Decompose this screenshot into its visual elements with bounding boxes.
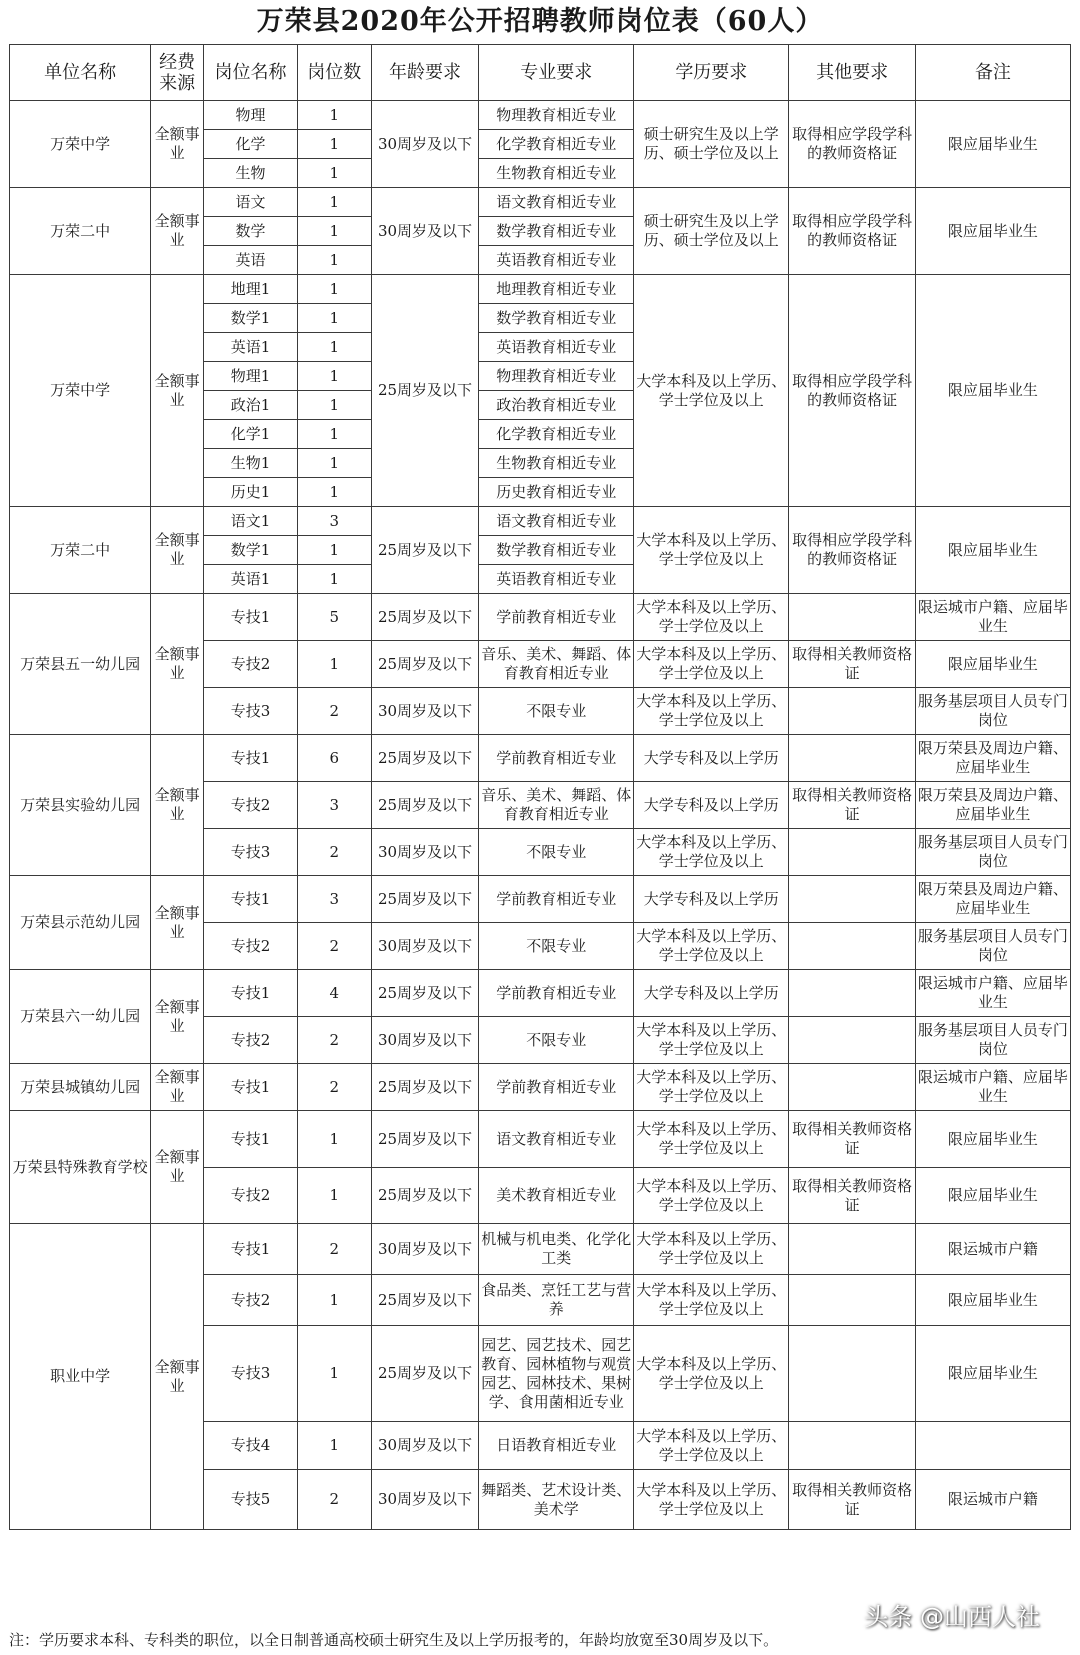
other-requirement-cell: [789, 970, 916, 1017]
age-requirement-cell: 25周岁及以下: [371, 1326, 479, 1422]
fund-source-cell: 全额事业: [151, 594, 204, 735]
table-row: [10, 1111, 1071, 1168]
position-name-cell: 英语1: [204, 565, 298, 594]
table-row: [10, 876, 1071, 923]
age-requirement-cell: 30周岁及以下: [371, 101, 479, 188]
major-requirement-cell: 学前教育相近专业: [479, 1064, 634, 1111]
age-requirement-cell: 30周岁及以下: [371, 688, 479, 735]
remark-cell: 限应届毕业生: [915, 1111, 1070, 1168]
age-requirement-cell: 25周岁及以下: [371, 735, 479, 782]
education-requirement-cell: 大学本科及以上学历、学士学位及以上: [634, 507, 789, 594]
header-row: [10, 45, 1071, 101]
education-requirement-cell: 大学本科及以上学历、学士学位及以上: [634, 641, 789, 688]
age-requirement-cell: 25周岁及以下: [371, 275, 479, 507]
position-count-cell: 1: [297, 188, 371, 217]
other-requirement-cell: 取得相关教师资格证: [789, 1111, 916, 1168]
position-count-cell: 4: [297, 970, 371, 1017]
position-count-cell: 2: [297, 923, 371, 970]
header-cell: 学历要求: [634, 45, 789, 101]
other-requirement-cell: [789, 735, 916, 782]
position-name-cell: 专技4: [204, 1422, 298, 1470]
major-requirement-cell: 不限专业: [479, 1017, 634, 1064]
age-requirement-cell: 30周岁及以下: [371, 1422, 479, 1470]
position-count-cell: 2: [297, 688, 371, 735]
education-requirement-cell: 大学本科及以上学历、学士学位及以上: [634, 688, 789, 735]
position-count-cell: 2: [297, 829, 371, 876]
table-row: [10, 1224, 1071, 1275]
position-name-cell: 专技3: [204, 829, 298, 876]
education-requirement-cell: 大学专科及以上学历: [634, 782, 789, 829]
education-requirement-cell: 大学本科及以上学历、学士学位及以上: [634, 1168, 789, 1224]
major-requirement-cell: 英语教育相近专业: [479, 565, 634, 594]
major-requirement-cell: 数学教育相近专业: [479, 536, 634, 565]
position-count-cell: 1: [297, 641, 371, 688]
other-requirement-cell: 取得相关教师资格证: [789, 641, 916, 688]
major-requirement-cell: 数学教育相近专业: [479, 304, 634, 333]
education-requirement-cell: 大学本科及以上学历、学士学位及以上: [634, 1422, 789, 1470]
remark-cell: 限运城市户籍: [915, 1470, 1070, 1530]
unit-name-cell: 万荣县城镇幼儿园: [10, 1064, 151, 1111]
remark-cell: 限应届毕业生: [915, 1326, 1070, 1422]
remark-cell: 服务基层项目人员专门岗位: [915, 829, 1070, 876]
major-requirement-cell: 学前教育相近专业: [479, 735, 634, 782]
position-name-cell: 专技2: [204, 1168, 298, 1224]
position-count-cell: 2: [297, 1470, 371, 1530]
position-count-cell: 1: [297, 362, 371, 391]
position-name-cell: 专技1: [204, 594, 298, 641]
position-name-cell: 化学: [204, 130, 298, 159]
remark-cell: 限万荣县及周边户籍、应届毕业生: [915, 735, 1070, 782]
position-name-cell: 历史1: [204, 478, 298, 507]
position-name-cell: 数学1: [204, 304, 298, 333]
age-requirement-cell: 25周岁及以下: [371, 782, 479, 829]
age-requirement-cell: 25周岁及以下: [371, 1111, 479, 1168]
age-requirement-cell: 25周岁及以下: [371, 876, 479, 923]
position-name-cell: 专技1: [204, 970, 298, 1017]
footnote: 注：学历要求本科、专科类的职位，以全日制普通高校硕士研究生及以上学历报考的，年龄均放宽至30周岁及以下。: [9, 1631, 779, 1649]
table-row: [10, 594, 1071, 641]
other-requirement-cell: [789, 1422, 916, 1470]
major-requirement-cell: 物理教育相近专业: [479, 362, 634, 391]
education-requirement-cell: 大学本科及以上学历、学士学位及以上: [634, 923, 789, 970]
position-count-cell: 1: [297, 159, 371, 188]
age-requirement-cell: 25周岁及以下: [371, 1064, 479, 1111]
fund-source-cell: 全额事业: [151, 1064, 204, 1111]
position-count-cell: 3: [297, 507, 371, 536]
position-name-cell: 专技3: [204, 688, 298, 735]
major-requirement-cell: 美术教育相近专业: [479, 1168, 634, 1224]
page-title: 万荣县2020年公开招聘教师岗位表（60人）: [256, 6, 824, 37]
position-name-cell: 专技3: [204, 1326, 298, 1422]
major-requirement-cell: 历史教育相近专业: [479, 478, 634, 507]
header-cell: 经费来源: [151, 45, 204, 101]
position-count-cell: 2: [297, 1017, 371, 1064]
table-body: [10, 45, 1071, 1530]
other-requirement-cell: [789, 829, 916, 876]
position-count-cell: 1: [297, 1422, 371, 1470]
major-requirement-cell: 语文教育相近专业: [479, 188, 634, 217]
major-requirement-cell: 学前教育相近专业: [479, 594, 634, 641]
age-requirement-cell: 25周岁及以下: [371, 1168, 479, 1224]
other-requirement-cell: [789, 1275, 916, 1326]
fund-source-cell: 全额事业: [151, 876, 204, 970]
age-requirement-cell: 25周岁及以下: [371, 507, 479, 594]
major-requirement-cell: 学前教育相近专业: [479, 876, 634, 923]
unit-name-cell: 万荣中学: [10, 275, 151, 507]
header-cell: 其他要求: [789, 45, 916, 101]
other-requirement-cell: 取得相应学段学科的教师资格证: [789, 275, 916, 507]
major-requirement-cell: 政治教育相近专业: [479, 391, 634, 420]
fund-source-cell: 全额事业: [151, 735, 204, 876]
education-requirement-cell: 大学本科及以上学历、学士学位及以上: [634, 829, 789, 876]
position-count-cell: 1: [297, 304, 371, 333]
age-requirement-cell: 30周岁及以下: [371, 188, 479, 275]
position-count-cell: 1: [297, 536, 371, 565]
major-requirement-cell: 舞蹈类、艺术设计类、美术学: [479, 1470, 634, 1530]
remark-cell: 限应届毕业生: [915, 507, 1070, 594]
education-requirement-cell: 大学本科及以上学历、学士学位及以上: [634, 1275, 789, 1326]
fund-source-cell: 全额事业: [151, 507, 204, 594]
major-requirement-cell: 不限专业: [479, 923, 634, 970]
position-count-cell: 1: [297, 130, 371, 159]
other-requirement-cell: [789, 688, 916, 735]
remark-cell: 限应届毕业生: [915, 275, 1070, 507]
recruitment-table: [9, 44, 1071, 1530]
header-cell: 专业要求: [479, 45, 634, 101]
fund-source-cell: 全额事业: [151, 970, 204, 1064]
education-requirement-cell: 大学本科及以上学历、学士学位及以上: [634, 1111, 789, 1168]
age-requirement-cell: 30周岁及以下: [371, 1224, 479, 1275]
major-requirement-cell: 音乐、美术、舞蹈、体育教育相近专业: [479, 782, 634, 829]
unit-name-cell: 万荣县实验幼儿园: [10, 735, 151, 876]
education-requirement-cell: 硕士研究生及以上学历、硕士学位及以上: [634, 188, 789, 275]
unit-name-cell: 万荣县示范幼儿园: [10, 876, 151, 970]
position-name-cell: 专技1: [204, 1224, 298, 1275]
fund-source-cell: 全额事业: [151, 101, 204, 188]
remark-cell: 限万荣县及周边户籍、应届毕业生: [915, 782, 1070, 829]
fund-source-cell: 全额事业: [151, 275, 204, 507]
other-requirement-cell: [789, 1326, 916, 1422]
major-requirement-cell: 语文教育相近专业: [479, 507, 634, 536]
education-requirement-cell: 硕士研究生及以上学历、硕士学位及以上: [634, 101, 789, 188]
age-requirement-cell: 25周岁及以下: [371, 641, 479, 688]
remark-cell: 限运城市户籍、应届毕业生: [915, 1064, 1070, 1111]
position-count-cell: 1: [297, 449, 371, 478]
education-requirement-cell: 大学本科及以上学历、学士学位及以上: [634, 594, 789, 641]
table-row: [10, 101, 1071, 130]
header-cell: 单位名称: [10, 45, 151, 101]
education-requirement-cell: 大学本科及以上学历、学士学位及以上: [634, 1064, 789, 1111]
remark-cell: 限应届毕业生: [915, 1275, 1070, 1326]
other-requirement-cell: 取得相应学段学科的教师资格证: [789, 101, 916, 188]
position-name-cell: 专技2: [204, 923, 298, 970]
unit-name-cell: 职业中学: [10, 1224, 151, 1530]
table-row: [10, 188, 1071, 217]
remark-cell: 限运城市户籍、应届毕业生: [915, 970, 1070, 1017]
education-requirement-cell: 大学本科及以上学历、学士学位及以上: [634, 1017, 789, 1064]
position-name-cell: 英语1: [204, 333, 298, 362]
major-requirement-cell: 英语教育相近专业: [479, 246, 634, 275]
major-requirement-cell: 生物教育相近专业: [479, 449, 634, 478]
position-count-cell: 1: [297, 333, 371, 362]
remark-cell: 限应届毕业生: [915, 101, 1070, 188]
major-requirement-cell: 音乐、美术、舞蹈、体育教育相近专业: [479, 641, 634, 688]
position-count-cell: 3: [297, 782, 371, 829]
remark-cell: 服务基层项目人员专门岗位: [915, 1017, 1070, 1064]
major-requirement-cell: 化学教育相近专业: [479, 130, 634, 159]
position-count-cell: 5: [297, 594, 371, 641]
age-requirement-cell: 25周岁及以下: [371, 594, 479, 641]
other-requirement-cell: [789, 1017, 916, 1064]
other-requirement-cell: 取得相关教师资格证: [789, 1168, 916, 1224]
major-requirement-cell: 生物教育相近专业: [479, 159, 634, 188]
major-requirement-cell: 不限专业: [479, 688, 634, 735]
position-count-cell: 1: [297, 478, 371, 507]
position-count-cell: 1: [297, 217, 371, 246]
other-requirement-cell: 取得相应学段学科的教师资格证: [789, 507, 916, 594]
table-row: [10, 275, 1071, 304]
position-count-cell: 1: [297, 420, 371, 449]
major-requirement-cell: 地理教育相近专业: [479, 275, 634, 304]
remark-cell: 限应届毕业生: [915, 188, 1070, 275]
age-requirement-cell: 25周岁及以下: [371, 1275, 479, 1326]
education-requirement-cell: 大学专科及以上学历: [634, 735, 789, 782]
remark-cell: 服务基层项目人员专门岗位: [915, 923, 1070, 970]
major-requirement-cell: 化学教育相近专业: [479, 420, 634, 449]
fund-source-cell: 全额事业: [151, 1224, 204, 1530]
position-name-cell: 生物1: [204, 449, 298, 478]
remark-cell: 限运城市户籍: [915, 1224, 1070, 1275]
position-name-cell: 数学: [204, 217, 298, 246]
major-requirement-cell: 机械与机电类、化学化工类: [479, 1224, 634, 1275]
position-name-cell: 物理: [204, 101, 298, 130]
unit-name-cell: 万荣县六一幼儿园: [10, 970, 151, 1064]
other-requirement-cell: [789, 1064, 916, 1111]
table-row: [10, 970, 1071, 1017]
position-name-cell: 物理1: [204, 362, 298, 391]
unit-name-cell: 万荣县特殊教育学校: [10, 1111, 151, 1224]
major-requirement-cell: 英语教育相近专业: [479, 333, 634, 362]
position-name-cell: 专技2: [204, 1017, 298, 1064]
education-requirement-cell: 大学本科及以上学历、学士学位及以上: [634, 1470, 789, 1530]
position-name-cell: 语文1: [204, 507, 298, 536]
position-name-cell: 生物: [204, 159, 298, 188]
table-row: [10, 1064, 1071, 1111]
position-count-cell: 1: [297, 1168, 371, 1224]
age-requirement-cell: 30周岁及以下: [371, 1470, 479, 1530]
unit-name-cell: 万荣二中: [10, 188, 151, 275]
position-name-cell: 专技2: [204, 782, 298, 829]
watermark: 头条 @山西人社: [864, 1603, 1040, 1631]
major-requirement-cell: 学前教育相近专业: [479, 970, 634, 1017]
education-requirement-cell: 大学专科及以上学历: [634, 970, 789, 1017]
table-row: [10, 735, 1071, 782]
other-requirement-cell: [789, 1224, 916, 1275]
age-requirement-cell: 25周岁及以下: [371, 970, 479, 1017]
position-count-cell: 1: [297, 1111, 371, 1168]
remark-cell: 限万荣县及周边户籍、应届毕业生: [915, 876, 1070, 923]
position-name-cell: 专技1: [204, 1111, 298, 1168]
position-count-cell: 3: [297, 876, 371, 923]
major-requirement-cell: 物理教育相近专业: [479, 101, 634, 130]
education-requirement-cell: 大学本科及以上学历、学士学位及以上: [634, 275, 789, 507]
unit-name-cell: 万荣中学: [10, 101, 151, 188]
unit-name-cell: 万荣二中: [10, 507, 151, 594]
position-count-cell: 1: [297, 275, 371, 304]
position-count-cell: 1: [297, 1275, 371, 1326]
header-cell: 备注: [915, 45, 1070, 101]
position-name-cell: 英语: [204, 246, 298, 275]
other-requirement-cell: 取得相关教师资格证: [789, 1470, 916, 1530]
age-requirement-cell: 30周岁及以下: [371, 923, 479, 970]
unit-name-cell: 万荣县五一幼儿园: [10, 594, 151, 735]
position-name-cell: 专技2: [204, 641, 298, 688]
position-name-cell: 专技2: [204, 1275, 298, 1326]
fund-source-cell: 全额事业: [151, 1111, 204, 1224]
age-requirement-cell: 30周岁及以下: [371, 1017, 479, 1064]
major-requirement-cell: 园艺、园艺技术、园艺教育、园林植物与观赏园艺、园林技术、果树学、食用菌相近专业: [479, 1326, 634, 1422]
major-requirement-cell: 食品类、烹饪工艺与营养: [479, 1275, 634, 1326]
position-count-cell: 1: [297, 391, 371, 420]
position-count-cell: 1: [297, 101, 371, 130]
position-name-cell: 专技1: [204, 1064, 298, 1111]
remark-cell: 限应届毕业生: [915, 641, 1070, 688]
other-requirement-cell: 取得相应学段学科的教师资格证: [789, 188, 916, 275]
other-requirement-cell: [789, 594, 916, 641]
header-cell: 岗位数: [297, 45, 371, 101]
remark-cell: [915, 1422, 1070, 1470]
major-requirement-cell: 日语教育相近专业: [479, 1422, 634, 1470]
position-count-cell: 2: [297, 1064, 371, 1111]
position-count-cell: 1: [297, 565, 371, 594]
position-count-cell: 1: [297, 1326, 371, 1422]
position-name-cell: 数学1: [204, 536, 298, 565]
position-count-cell: 2: [297, 1224, 371, 1275]
header-cell: 岗位名称: [204, 45, 298, 101]
position-name-cell: 专技1: [204, 876, 298, 923]
remark-cell: 限应届毕业生: [915, 1168, 1070, 1224]
remark-cell: 服务基层项目人员专门岗位: [915, 688, 1070, 735]
major-requirement-cell: 语文教育相近专业: [479, 1111, 634, 1168]
other-requirement-cell: 取得相关教师资格证: [789, 782, 916, 829]
position-name-cell: 专技1: [204, 735, 298, 782]
fund-source-cell: 全额事业: [151, 188, 204, 275]
position-name-cell: 政治1: [204, 391, 298, 420]
position-count-cell: 6: [297, 735, 371, 782]
table-row: [10, 507, 1071, 536]
position-name-cell: 化学1: [204, 420, 298, 449]
education-requirement-cell: 大学本科及以上学历、学士学位及以上: [634, 1326, 789, 1422]
major-requirement-cell: 不限专业: [479, 829, 634, 876]
other-requirement-cell: [789, 876, 916, 923]
position-name-cell: 地理1: [204, 275, 298, 304]
header-cell: 年龄要求: [371, 45, 479, 101]
age-requirement-cell: 30周岁及以下: [371, 829, 479, 876]
position-name-cell: 专技5: [204, 1470, 298, 1530]
major-requirement-cell: 数学教育相近专业: [479, 217, 634, 246]
position-count-cell: 1: [297, 246, 371, 275]
education-requirement-cell: 大学专科及以上学历: [634, 876, 789, 923]
education-requirement-cell: 大学本科及以上学历、学士学位及以上: [634, 1224, 789, 1275]
position-name-cell: 语文: [204, 188, 298, 217]
remark-cell: 限运城市户籍、应届毕业生: [915, 594, 1070, 641]
other-requirement-cell: [789, 923, 916, 970]
